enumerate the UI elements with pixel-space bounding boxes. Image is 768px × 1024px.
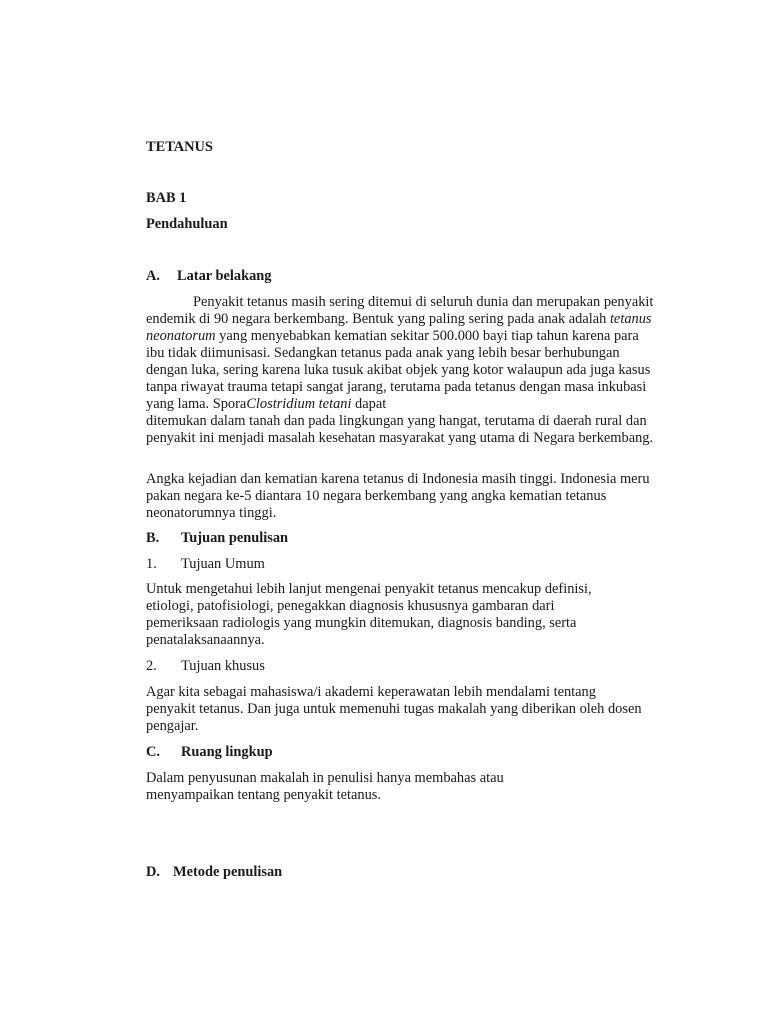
section-b-item-1 [146, 556, 666, 573]
item-1-marker: 1. [146, 556, 157, 572]
section-a-paragraph-1 [146, 294, 660, 447]
section-b-heading [146, 530, 666, 547]
italic-term: Clostridium tetani [246, 396, 352, 412]
section-b-item-2-text: Agar kita sebagai mahasiswa/i akademi keperawatan lebih mendalami tentang penyakit tetanus. Dan juga untuk memenuhi tugas makalah yang diberikan oleh dosen pengajar. [146, 684, 642, 734]
item-2-marker: 2. [146, 658, 157, 674]
chapter-title: Pendahuluan [146, 216, 228, 232]
text-run: yang menyebabkan kematian sekitar 500.000 bayi tiap tahun karena para ibu tidak diimunisasi. Sedangkan tetanus pada anak yang lebih besar berhubungan dengan luka, sering karena luka tusuk akibat objek yang kotor walaupun ada juga kasus tanpa riwayat trauma tetapi sangat jarang, terutama pada tetanus dengan masa inkubasi yang lama. Spora [146, 328, 651, 412]
section-d-title: Metode penulisan [173, 864, 283, 880]
section-a-paragraph-2: Angka kejadian dan kematian karena tetanus di Indonesia masih tinggi. Indonesia meru pakan negara ke-5 diantara 10 negara berkembang yang angka kematian tetanus neonatorumnya tinggi. [146, 471, 650, 521]
text-run: Penyakit tetanus masih sering ditemui di seluruh dunia dan merupakan penyakit endemik di 90 negara berkembang. Bentuk yang paling sering pada anak adalah [146, 294, 654, 327]
document-title: TETANUS [146, 139, 213, 155]
section-b-item-2 [146, 658, 666, 675]
section-b-title: Tujuan penulisan [181, 530, 289, 546]
section-b-marker: B. [146, 530, 160, 546]
chapter-number: BAB 1 [146, 190, 187, 206]
section-a-heading [146, 268, 666, 285]
section-c-text: Dalam penyusunan makalah in penulisi hanya membahas atau menyampaikan tentang penyakit tetanus. [146, 770, 504, 803]
section-d-heading [146, 864, 666, 881]
italic-term: tetanus neonatorum [146, 311, 652, 344]
section-c-title: Ruang lingkup [181, 744, 273, 760]
section-b-item-1-text: Untuk mengetahui lebih lanjut mengenai penyakit tetanus mencakup definisi, etiologi, patofisiologi, penegakkan diagnosis khususnya gambaran dari pemeriksaan radiologis yang mungkin ditemukan, diagnosis banding, serta penatalaksanaannya. [146, 581, 592, 648]
section-c-marker: C. [146, 744, 160, 760]
section-d-marker: D. [146, 864, 160, 880]
item-1-label: Tujuan Umum [181, 556, 265, 572]
section-a-title: Latar belakang [177, 268, 272, 284]
section-a-paragraph-1-cont: ditemukan dalam tanah dan pada lingkungan yang hangat, terutama di daerah rural dan penyakit ini menjadi masalah kesehatan masyarakat yang utama di Negara berkembang. [146, 413, 654, 446]
text-run: dapat [351, 396, 387, 412]
section-a-marker: A. [146, 268, 160, 284]
section-c-heading [146, 744, 666, 761]
item-2-label: Tujuan khusus [181, 658, 265, 674]
